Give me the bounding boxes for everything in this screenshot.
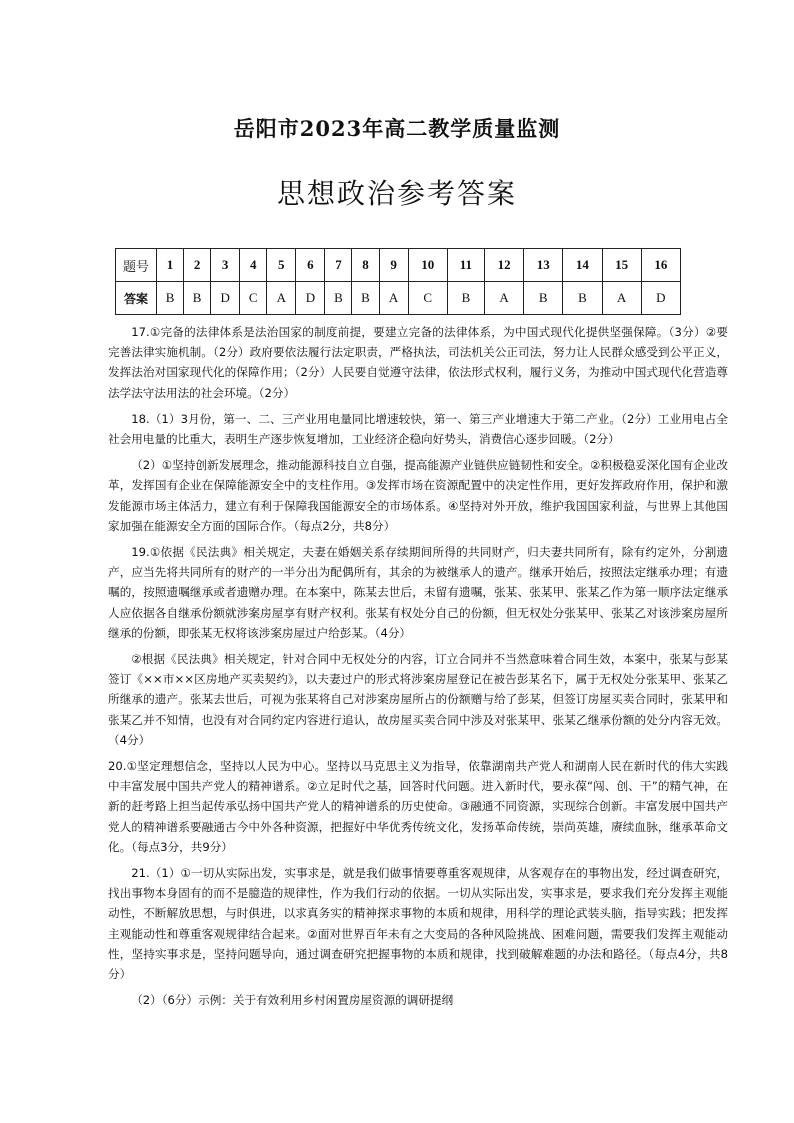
table-cell: A (485, 282, 524, 315)
exam-title: 岳阳市2023年高二教学质量监测 (233, 116, 561, 141)
answer-row (116, 282, 681, 315)
answer-paragraph-21-1: 21.（1）①一切从实际出发，实事求是，就是我们做事情要尊重客观规律，从客观存在的事物出发，经过调查研究，找出事物本身固有的而不是臆造的规律性，作为我们行动的依据。一切从实际出发，实事求是，要求我们充分发挥主观能动性，不断解放思想，与时俱进，以求真务实的精神探求事物的本质和规律，用科学的理论武装头脑，指导实践；把发挥主观能动性和尊重客观规律结合起来。②面对世界百年未有之大变局的各种风险挑战、困难问题，需要我们发挥主观能动性，坚持实事求是，坚持问题导向，通过调查研究把握事物的本质和规律，找到破解难题的办法和路径。（每点4分，共8分） (108, 866, 728, 982)
table-cell: 12 (485, 249, 524, 282)
table-cell: A (267, 282, 296, 315)
table-cell: B (524, 282, 563, 315)
table-cell: 6 (296, 249, 325, 282)
answer-paragraph-17: 17.①完备的法律体系是法治国家的制度前提，要建立完备的法律体系，为中国式现代化提供坚强保障。（3分）②要完善法律实施机制。（2分）政府要依法履行法定职责，严格执法，司法机关公正司法，努力让人民群众感受到公平正义，发挥法治对国家现代化的保障作用；（2分）人民要自觉遵守法律，依法形式权利，履行义务，为推动中国式现代化营造尊法学法守法用法的社会环境。（2分） (108, 325, 728, 400)
table-cell: A (379, 282, 408, 315)
table-cell: C (240, 282, 267, 315)
table-cell: B (447, 282, 484, 315)
table-cell: 7 (325, 249, 352, 282)
row-label: 答案 (116, 282, 157, 315)
table-cell: 4 (240, 249, 267, 282)
answer-paragraph-19-1: 19.①依据《民法典》相关规定，夫妻在婚姻关系存续期间所得的共同财产，归夫妻共同所有，除有约定外，分割遗产，应当先将共同所有的财产的一半分出为配偶所有，其余的为被继承人的遗产。继承开始后，按照法定继承办理；有遗嘱的，按照遗嘱继承或者遗赠办理。在本案中，陈某去世后，未留有遗嘱，张某、张某甲、张某乙作为第一顺序法定继承人应依据各自继承份额就涉案房屋享有财产权利。张某有权处分自己的份额，但无权处分张某甲、张某乙对该涉案房屋所继承的份额，即张某无权将该涉案房屋过户给彭某。（4分） (108, 545, 728, 640)
table-cell: 10 (408, 249, 447, 282)
table-cell: 15 (602, 249, 641, 282)
answer-table (115, 248, 681, 315)
table-cell: B (184, 282, 211, 315)
answer-paragraph-19-2: ②根据《民法典》相关规定，针对合同中无权处分的内容，订立合同并不当然意味着合同生效，本案中，张某与彭某签订《××市××区房地产买卖契约》，以夫妻过户的形式将涉案房屋登记在被告彭某名下，属于无权处分张某甲、张某乙所继承的遗产。张某去世后，可视为张某将自己对涉案房屋所占的份额赠与给了彭某，但签订房屋买卖合同时，张某甲和张某乙并不知情，也没有对合同约定内容进行追认，故房屋买卖合同中涉及对张某甲、张某乙继承份额的处分内容无效。（4分） (108, 652, 728, 747)
table-cell: D (296, 282, 325, 315)
table-cell: 9 (379, 249, 408, 282)
answer-paragraph-18-1: 18.（1）3月份，第一、二、三产业用电量同比增速较快，第一、第三产业增速大于第二产业。（2分）工业用电占全社会用电量的比重大，表明生产逐步恢复增加，工业经济企稳向好势头，消费信心逐步回暖。（2分） (108, 411, 728, 447)
table-cell: D (641, 282, 680, 315)
table-cell: B (325, 282, 352, 315)
table-cell: C (408, 282, 447, 315)
table-cell: 11 (447, 249, 484, 282)
table-cell: 5 (267, 249, 296, 282)
table-cell: 13 (524, 249, 563, 282)
table-cell: D (211, 282, 240, 315)
answer-paragraph-18-2: （2）①坚持创新发展理念，推动能源科技自立自强，提高能源产业链供应链韧性和安全。②积极稳妥深化国有企业改革，发挥国有企业在保障能源安全中的支柱作用。③发挥市场在资源配置中的决定性作用，更好发挥政府作用，保护和激发能源市场主体活力，建立有利于保障我国能源安全的市场体系。④坚持对外开放，维护我国国家利益，与世界上其他国家加强在能源安全方面的国际合作。（每点2分，共8分） (108, 458, 728, 533)
row-label: 题号 (116, 249, 157, 282)
table-cell: A (602, 282, 641, 315)
table-cell: 16 (641, 249, 680, 282)
table-cell: 3 (211, 249, 240, 282)
document-subtitle: 思想政治参考答案 (276, 177, 517, 210)
table-cell: 1 (157, 249, 184, 282)
answer-body (108, 322, 728, 1017)
table-cell: B (563, 282, 602, 315)
question-number-row (116, 249, 681, 282)
table-cell: 8 (352, 249, 379, 282)
answer-paragraph-21-2: （2）（6分）示例：关于有效利用乡村闲置房屋资源的调研提纲 (131, 993, 454, 1008)
table-cell: 2 (184, 249, 211, 282)
answer-paragraph-20: 20.①坚定理想信念，坚持以人民为中心。坚持以马克思主义为指导，依靠湖南共产党人和湖南人民在新时代的伟大实践中丰富发展中国共产党人的精神谱系。②立足时代之基，回答时代问题。进入新时代，要永葆“闯、创、干”的精气神，在新的赶考路上担当起传承弘扬中国共产党人的精神谱系的历史使命。③融通不同资源，实现综合创新。丰富发展中国共产党人的精神谱系要融通古今中外各种资源，把握好中华优秀传统文化，发扬革命传统，崇尚英雄，赓续血脉，继承革命文化。（每点3分，共9分） (108, 759, 728, 854)
table-cell: B (352, 282, 379, 315)
table-cell: 14 (563, 249, 602, 282)
table-cell: B (157, 282, 184, 315)
